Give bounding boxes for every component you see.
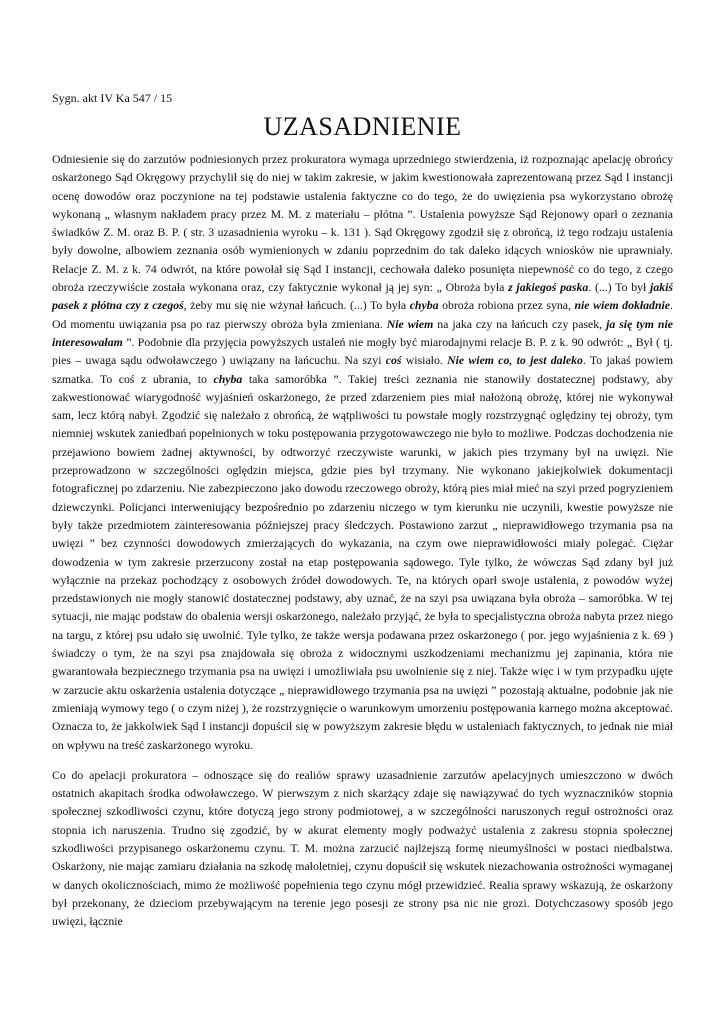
body-text: . Od momentu uwiązania psa po raz pierwszy obroża była zmieniana. bbox=[52, 298, 673, 331]
emphasis-text: Nie wiem bbox=[386, 316, 434, 331]
body-text: , żeby mu się nie wżynał łańcuch. (...) To była bbox=[183, 298, 410, 313]
emphasis-text: z jakiegoś paska bbox=[508, 280, 589, 295]
emphasis-text: nie wiem dokładnie bbox=[574, 298, 671, 313]
emphasis-text: chyba bbox=[409, 298, 439, 313]
body-text: na jaka czy na łańcuch czy pasek, bbox=[433, 316, 607, 331]
paragraph-2: Co do apelacji prokuratora – odnoszące się do realiów sprawy uzasadnienie zarzutów apelacyjnych umieszczono w dwóch ostatnich akapitach środka odwoławczego. W pierwszym z nich skarżący zdaje się nawiązywać do tych wyznaczników stopnia społecznej szkodliwości czynu, które dotyczą jego strony podmiotowej, a w szczególności naruszonych reguł ostrożności oraz stopnia ich naruszenia. Trudno się zgodzić, by w akurat elementy mogły podważyć ustalenia z zakresu stopnia społecznej szkodliwości przypisanego oskarżonemu czynu. T. M. można zarzucić najlżejszą formę nieumyślności w postaci niedbalstwa. Oskarżony, nie mając zamiaru działania na szkodę małoletniej, czynu dopuścił się wskutek niezachowania ostrożności wymaganej w danych okolicznościach, mimo że możliwość popełnienia tego czynu mógł przewidzieć. Realia sprawy wskazują, że oskarżony był przekonany, że dzieciom przebywającym na terenie jego posesji ze strony psa nic nie grozi. Dotychczasowy sposób jego uwięzi, łącznie bbox=[52, 767, 673, 929]
emphasis-text: ja się tym nie interesowałam bbox=[52, 316, 673, 349]
body-text: Odniesienie się do zarzutów podniesionych przez prokuratora wymaga uprzedniego stwierdzenia, iż rozpoznając apelację obrońcy oskarżonego Sąd Okręgowy przychylił się do niej w takim zakresie, w jakim kwestionowała zaprezentowaną przez Sąd I instancji ocenę dowodów oraz poczynione na tej podstawie ustalenia faktyczne co do tego, że do uwięzienia psa wykorzystano obrożę wykonaną „ własnym nakładem pracy przez M. M. z materiału – płótna ”. Ustalenia powyższe Sąd Rejonowy oparł o zeznania świadków Z. M. oraz B. P. ( str. 3 uzasadnienia wyroku – k. 131 ). Sąd Okręgowy zgodził się z obrońcą, iż tego rodzaju ustalenia były dowolne, albowiem zeznania osób wymienionych w zdaniu poprzednim do tak daleko idących wniosków nie uprawniały. Relacje Z. M. z k. 74 odwrót, na które powołał się Sąd I instancji, cechowała daleko posunięta niepewność co do tego, z czego obroża rzeczywiście została wykonana oraz, czy faktycznie wykonał ją jej syn: „ Obroża była bbox=[52, 152, 673, 295]
body-text: ”. Podobnie dla przyjęcia powyższych ustaleń nie mogły być miarodajnymi relacje B. P. z k. 90 odwrót: „ Był ( tj. pies – uwaga sądu odwoławczego ) uwiązany na łańcuchu. Na szyi bbox=[52, 334, 673, 368]
emphasis-text: chyba bbox=[213, 371, 243, 386]
emphasis-text: Nie wiem co, to jest daleko bbox=[447, 353, 583, 368]
body-text: . To jakaś powiem szmatka. To coś z ubrania, to bbox=[52, 353, 674, 386]
paragraph-1 bbox=[52, 150, 673, 754]
emphasis-text: coś bbox=[385, 353, 402, 368]
body-text: obroża robiona przez syna, bbox=[438, 298, 575, 313]
case-signature: Sygn. akt IV Ka 547 / 15 bbox=[52, 91, 173, 105]
emphasis-text: jakiś pasek z płótna czy z czegoś bbox=[52, 280, 673, 313]
body-text: wisiało. bbox=[401, 353, 448, 368]
body-text: taka samoróbka ”. Takiej treści zeznania nie stanowiły dostatecznej podstawy, aby zakwestionować wiarygodność wyjaśnień oskarżonego, że przed zdarzeniem pies miał nałożoną obrożę, której nie wykonywał sam, lecz którą nabył. Zgodzić się należało z obrońcą, że wątpliwości tu powstałe mogły rozstrzygnąć oględziny tej obroży, tym niemniej wskutek zaniedbań popełnionych w toku postępowania przygotowawczego nie było to możliwe. Podczas dochodzenia nie przejawiono bowiem żadnej aktywności, by odtworzyć rzeczywiste warunki, w jakich pies trzymany był na uwięzi. Nie przeprowadzono w szczególności oględzin miejsca, gdzie pies był trzymany. Nie wykonano jakiejkolwiek dokumentacji fotograficznej po zdarzeniu. Nie zabezpieczono jako dowodu rzeczowego obroży, którą pies miał mieć na szyi przed pogryzieniem dziewczynki. Policjanci interweniujący bezpośrednio po zdarzeniu niczego w tym kierunku nie uczynili, kwestie powyższe nie były także przedmiotem zainteresowania późniejszej pracy śledczych. Postawiono zarzut „ nieprawidłowego trzymania psa na uwięzi ” bez czynności dowodowych zmierzających do wykazania, na czym owe nieprawidłowości miały polegać. Ciężar dowodzenia w tym zakresie przerzucony został na etap postępowania sądowego. Tyle tylko, że wówczas Sąd zdany był już wyłącznie na przekaz pochodzący z osobowych źródeł dowodowych. Te, na których oparł swoje ustalenia, z powodów wyżej przedstawionych nie mogły stanowić dostatecznej podstawy, aby uznać, że na szyi psa uwiązana była obroża – samoróbka. W tej sytuacji, nie mając podstaw do obalenia wersji oskarżonego, należało przyjąć, że była to specjalistyczna obroża nabyta przez niego na targu, z której psu udało się uwolnić. Tyle tylko, że także wersja podawana przez oskarżonego ( por. jego wyjaśnienia z k. 69 ) świadczy o tym, że na szyi psa znajdowała się obroża z widocznymi uszkodzeniami mechanizmu jej zapinania, która nie gwarantowała bezpiecznego trzymania psa na uwięzi i umożliwiała psu uwolnienie się z niej. Także więc i w tym przypadku ujęte w zarzucie aktu oskarżenia ustalenia dotyczące „ nieprawidłowego trzymania psa na uwięzi ” pozostają aktualne, podobnie jak nie zmieniają wymowy tego ( o czym niżej ), że rozstrzygnięcie o warunkowym umorzeniu postępowania karnego można akceptować. Oznacza to, że jakkolwiek Sąd I instancji dopuścił się w powyższym zakresie błędu w ustaleniach faktycznych, to jednak nie miał on wpływu na treść zaskarżonego wyroku. bbox=[52, 371, 674, 752]
document-title: UZASADNIENIE bbox=[263, 112, 462, 141]
body-text: . (...) To był bbox=[588, 280, 651, 295]
